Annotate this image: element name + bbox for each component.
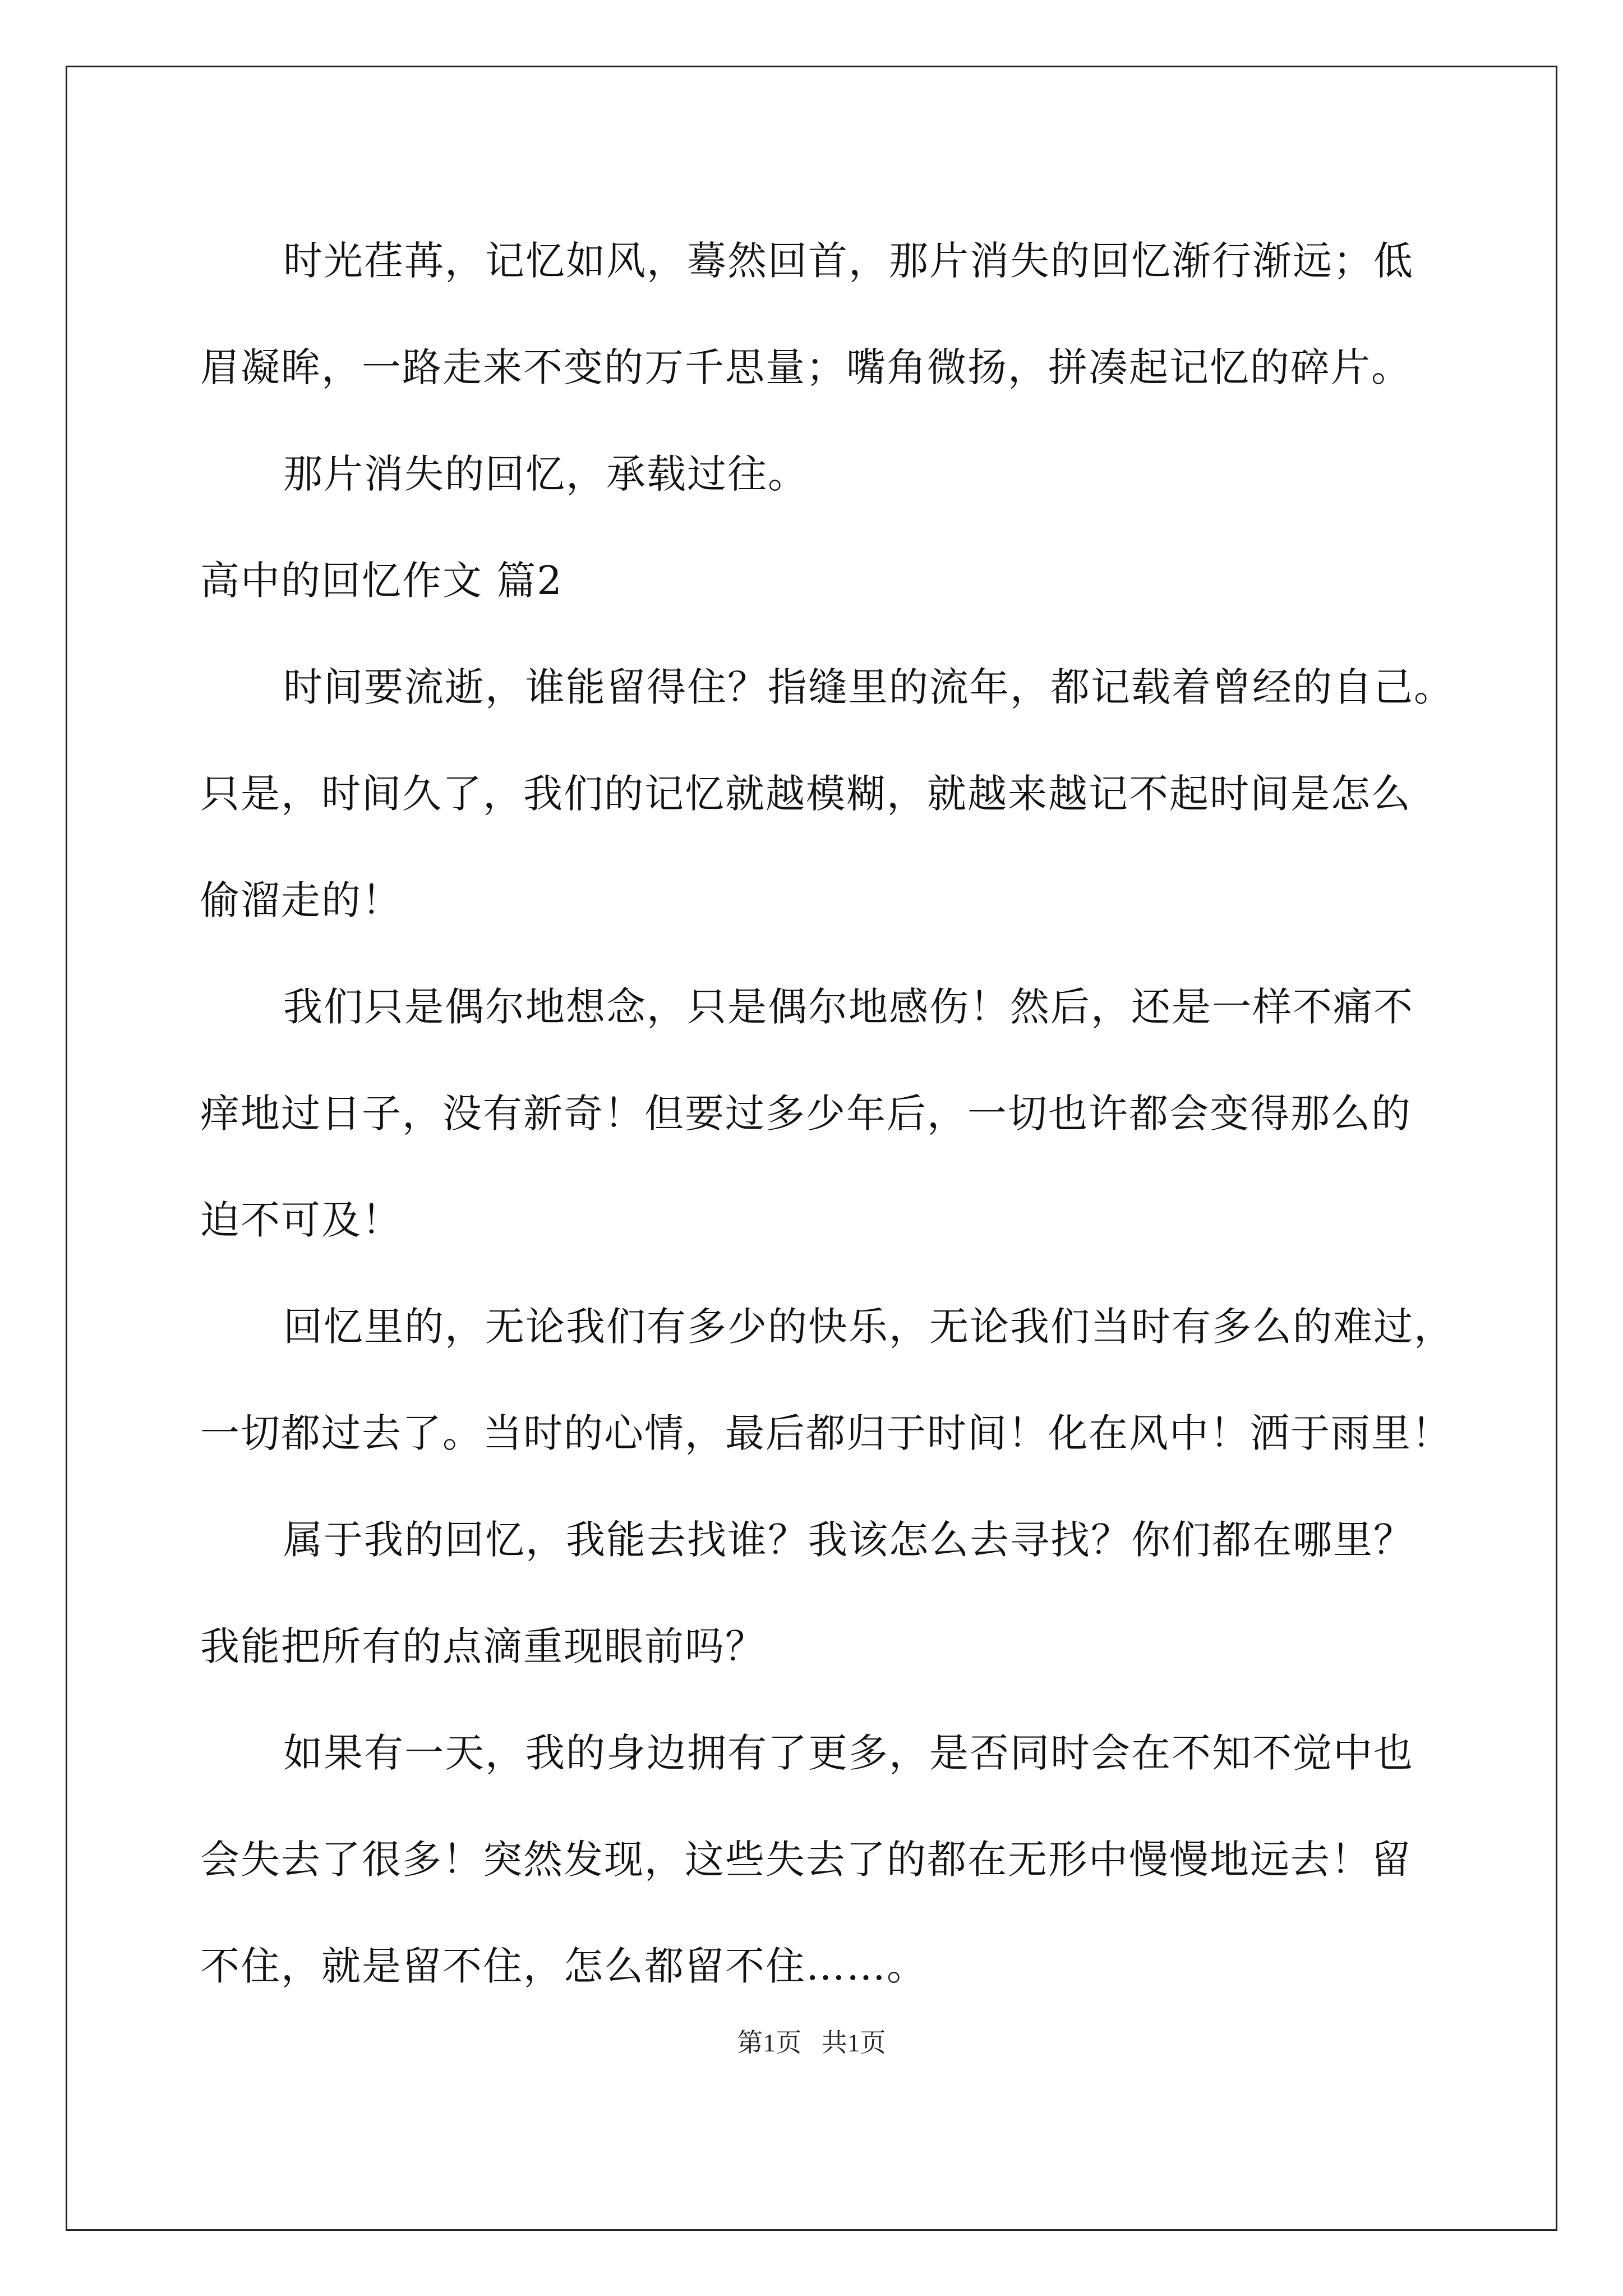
document-body: [200, 208, 1454, 2019]
paragraph-line: 偷溜走的！: [200, 877, 402, 923]
paragraph-line: 眉凝眸，一路走来不变的万千思量；嘴角微扬，拼凑起记忆的碎片。: [200, 344, 1412, 390]
paragraph-line: 那片消失的回忆，承载过往。: [283, 451, 808, 497]
paragraph-line: 属于我的回忆，我能去找谁？我该怎么去寻找？你们都在哪里？: [283, 1517, 1414, 1563]
page-total: 共1页: [821, 2028, 886, 2057]
paragraph-line: 痒地过日子，没有新奇！但要过多少年后，一切也许都会变得那么的: [200, 1091, 1412, 1137]
paragraph-line: 时间要流逝，谁能留得住？指缝里的流年，都记载着曾经的自己。: [283, 664, 1454, 710]
page-number: 第1页: [737, 2028, 802, 2057]
section-heading: 高中的回忆作文 篇2: [200, 558, 563, 604]
paragraph-line: 会失去了很多！突然发现，这些失去了的都在无形中慢慢地远去！留: [200, 1837, 1412, 1883]
paragraph-line: 不住，就是留不住，怎么都留不住……。: [200, 1943, 927, 1989]
paragraph-line: 只是，时间久了，我们的记忆就越模糊，就越来越记不起时间是怎么: [200, 771, 1412, 817]
page-footer: [0, 2022, 1623, 2059]
paragraph-line: 回忆里的，无论我们有多少的快乐，无论我们当时有多么的难过，: [283, 1304, 1454, 1350]
paragraph-line: 时光荏苒，记忆如风，蓦然回首，那片消失的回忆渐行渐远；低: [283, 238, 1414, 284]
paragraph-line: 如果有一天，我的身边拥有了更多，是否同时会在不知不觉中也: [283, 1730, 1414, 1776]
paragraph-line: 迫不可及！: [200, 1197, 402, 1243]
paragraph-line: 我们只是偶尔地想念，只是偶尔地感伤！然后，还是一样不痛不: [283, 984, 1414, 1030]
paragraph-line: 一切都过去了。当时的心情，最后都归于时间！化在风中！洒于雨里！: [200, 1410, 1452, 1456]
paragraph-line: 我能把所有的点滴重现眼前吗？: [200, 1623, 766, 1669]
